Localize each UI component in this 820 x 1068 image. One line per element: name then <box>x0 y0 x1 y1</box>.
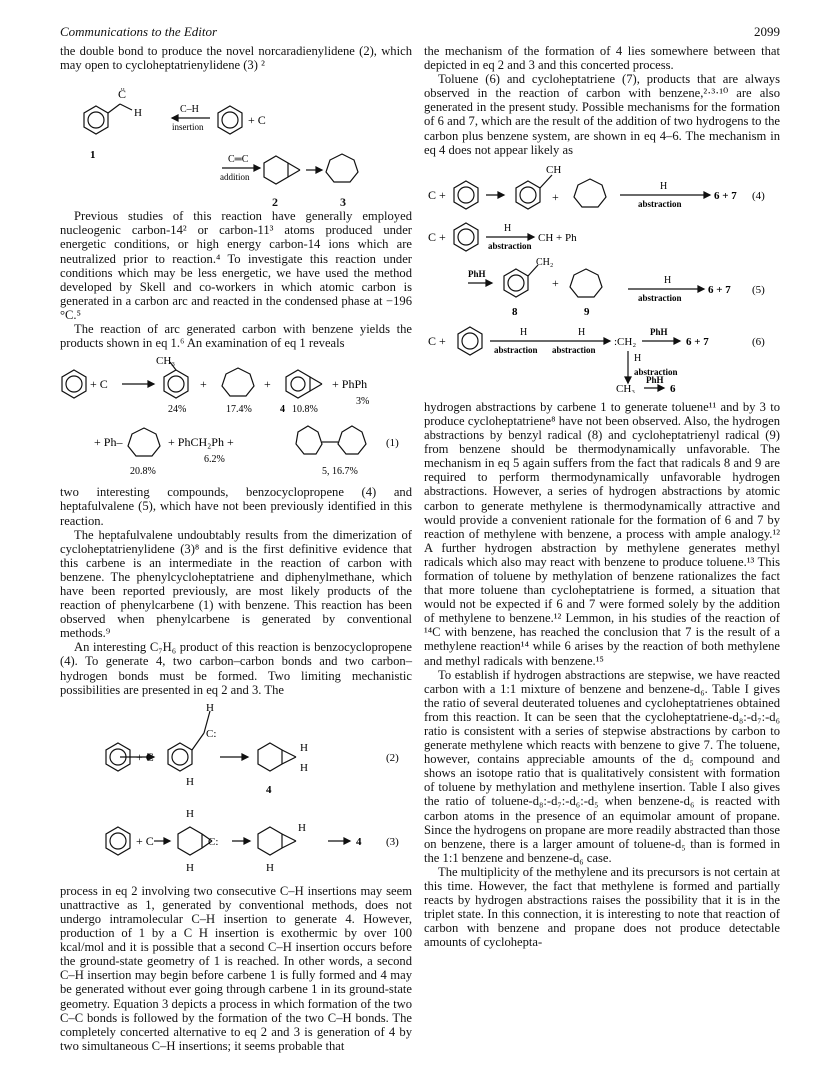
arrow-label: PhH <box>468 268 486 279</box>
equation-number: (5) <box>752 283 765 296</box>
arrow-label: abstraction <box>638 198 682 209</box>
hydrogen-label: H <box>134 107 142 120</box>
plus-sign: + <box>552 189 559 204</box>
compound-number: 9 <box>584 305 590 318</box>
aromatic-circle <box>458 187 474 203</box>
carbene-label: C: <box>206 727 217 740</box>
arrowhead <box>498 192 504 198</box>
equation-number: (3) <box>386 835 399 848</box>
hydrogen-label: H <box>300 741 308 754</box>
reagent-label: + C <box>136 833 154 848</box>
bond <box>192 733 204 750</box>
arrow-label: C–H <box>180 104 199 116</box>
arrow-label: PhH <box>646 374 664 385</box>
yield-label: 17.4% <box>226 404 252 416</box>
bond <box>288 170 300 177</box>
arrow-label: H <box>578 326 586 338</box>
cycloheptatriene-ring <box>222 368 254 396</box>
bicyclic-ring <box>178 827 202 855</box>
bond <box>310 377 322 384</box>
benzocyclopropene-ring <box>286 370 310 398</box>
yield-label: 24% <box>168 404 187 416</box>
reagent-label: + C <box>90 377 108 392</box>
paragraph: The multiplicity of the methylene and its precursors is not certain at this time. However, the fact that methylene is formed and partially reacts by hydrogen abstractions raises the possibility that it is in the triplet state. In this connection, it is interesting to note that reaction of carbon with benzene and propane does not produce detectable amounts of cyclohepta- <box>424 864 780 950</box>
arrowhead <box>148 381 154 387</box>
arrow-label: H <box>504 222 512 234</box>
equation-number: (1) <box>386 437 399 450</box>
arrow-label: insertion <box>172 122 204 133</box>
compound-number: 4 <box>280 404 285 416</box>
carbene-label: C̈ <box>118 87 127 102</box>
yield-label: 5, 16.7% <box>322 466 358 478</box>
aromatic-circle <box>172 749 188 765</box>
paragraph: two interesting compounds, benzocyclopropene (4) and heptafulvalene (5), which have not been previously identified in this reaction. <box>60 485 412 528</box>
cycloheptatriene-ring <box>326 154 358 182</box>
arrowhead <box>674 338 680 344</box>
compound-number: 4 <box>266 783 272 796</box>
bond <box>282 841 296 848</box>
equations-4-6 <box>424 161 780 393</box>
plus-sign: + <box>552 275 559 290</box>
reagent-label: + C <box>248 113 266 128</box>
substituent-label: CH₃ <box>156 355 176 368</box>
arrowhead <box>244 838 250 844</box>
aromatic-circle <box>110 833 126 849</box>
product-label: + PhCH₂Ph + <box>168 435 234 450</box>
aromatic-circle <box>520 187 536 203</box>
product-label: CH + Ph <box>538 231 577 244</box>
arrowhead <box>164 838 170 844</box>
product-label: 6 + 7 <box>686 335 709 348</box>
equation-number: (6) <box>752 335 765 348</box>
compound-number: 8 <box>512 305 518 318</box>
aromatic-circle <box>222 112 238 128</box>
paragraph: the double bond to produce the novel norcaradienylidene (2), which may open to cycloheptatrienylidene (3) ² <box>60 44 412 73</box>
running-header: Communications to the Editor <box>60 24 218 39</box>
heptafulvalene-ring <box>296 426 322 454</box>
product-label: 6 <box>670 382 676 393</box>
paragraph: An interesting C₇H₆ product of this reaction is benzocyclopropene (4). To generate 4, two carbon–carbon bonds and two carbon–hydrogen bonds must be formed. Two limiting mechanistic possibilities are presented in eq 2 and 3. The <box>60 640 412 697</box>
paragraph: To establish if hydrogen abstractions are stepwise, we have reacted carbon with a 1:1 mixture of benzene and benzene-d₆. Table I gives the ratio of several deuterated toluenes and cycloheptatrienes obtained from this reaction. It can be seen that the cycloheptatriene-d₈:-d₇:-d₆ ratio is consistent with a series of stepwise abstractions by carbon to generate methylene which reacts with benzene to give 7. The toluene, however, contains appreciable amounts of the d₅ compound and shows an isotope ratio that is qualitatively consistent with formation of toluene by methylation and methylene insertion. Table I also gives the ratio of toluene-d₈:-d₇:-d₆:-d₅ when benzene-d₆ is reacted with carbon atoms in the presence of an equimolar amount of propane. Since the hydrogens on propane are more readily abstracted than those on benzene, there is a larger amount of toluene-d₅ than is formed in the 1:1 benzene and benzene-d₆ case. <box>424 667 780 865</box>
equation-number: (2) <box>386 751 399 764</box>
arrowhead <box>704 192 710 198</box>
bond <box>540 175 552 188</box>
aromatic-circle <box>168 376 184 392</box>
arrowhead <box>242 754 248 760</box>
paragraph: The heptafulvalene undoubtably results from the dimerization of cycloheptatrienylidene (3)⁸ and is the first definitive evidence that this carbene is an intermediate in the reaction of carbon with benzene. The phenylcycloheptatriene and diphenylmethane, which have been reported previously, are most likely products of the reaction of phenylcarbene (1) with benzene. This reaction has been observed when phenylcarbene is generated by conventional methods.⁹ <box>60 527 412 641</box>
arrowhead <box>658 385 664 391</box>
hydrogen-label: H <box>298 821 306 834</box>
arrowhead <box>486 280 492 286</box>
compound-number: 2 <box>272 195 278 210</box>
equation-1 <box>60 354 412 478</box>
norcaradiene-ring <box>264 156 288 184</box>
reagent-label: + C <box>136 749 154 764</box>
paragraph: The reaction of arc generated carbon with benzene yields the products shown in eq 1.⁶ An examination of eq 1 reveals <box>60 322 412 351</box>
plus-sign: + <box>264 377 271 392</box>
yield-label: 3% <box>356 396 370 408</box>
page-number: 2099 <box>754 24 780 39</box>
carbene-label: C: <box>208 835 219 848</box>
bond <box>282 757 296 764</box>
arrowhead <box>254 165 260 171</box>
plus-sign: + <box>200 377 207 392</box>
aromatic-circle <box>66 376 82 392</box>
aromatic-circle <box>291 377 305 391</box>
aromatic-circle <box>458 229 474 245</box>
cycloheptatrienyl-ring <box>570 269 602 297</box>
methyl-label: CH₃ <box>616 382 636 393</box>
arrow-label: abstraction <box>552 344 596 355</box>
compound-number: 1 <box>90 149 96 162</box>
product-label: 6 + 7 <box>708 283 731 296</box>
scheme-carbene-insertion-addition <box>60 76 412 188</box>
arrow-label: addition <box>220 172 250 183</box>
hydrogen-label: H <box>206 701 214 714</box>
bond <box>288 163 300 170</box>
cycloheptatriene-ring <box>574 179 606 207</box>
arrowhead <box>344 838 350 844</box>
arrowhead <box>528 234 534 240</box>
yield-label: 6.2% <box>204 454 225 466</box>
arrow-label: H <box>634 352 642 364</box>
arrowhead <box>698 286 704 292</box>
bond <box>282 834 296 841</box>
arrow-label: PhH <box>650 326 668 337</box>
arrow-label: abstraction <box>494 344 538 355</box>
equations-2-3 <box>60 701 412 877</box>
arrowhead <box>172 115 178 121</box>
yield-label: 20.8% <box>130 466 156 478</box>
reagent-label: C + <box>428 333 446 348</box>
heptafulvalene-ring <box>338 426 366 454</box>
arrow-label: H <box>660 180 668 192</box>
aromatic-circle <box>88 112 104 128</box>
substituent-label: CH₂ <box>536 256 554 268</box>
hydrogen-label: H <box>186 775 194 788</box>
product-label: + PhPh <box>332 377 368 392</box>
paragraph: Toluene (6) and cycloheptatriene (7), products that are always observed in the reaction of carbon with benzene,²·³·¹⁰ are also generated in the present study. Possible mechanisms for the formation of 6 and 7, which are the result of the addition of two hydrogens to the carbon plus benzene system, are shown in eq 4–6. The mechanism in eq 4 does not appear likely as <box>424 72 780 157</box>
arrow-label: C═C <box>228 154 249 166</box>
aromatic-circle <box>508 275 524 291</box>
bond <box>282 750 296 757</box>
arrowhead <box>604 338 610 344</box>
arrow-label: abstraction <box>634 366 678 377</box>
compound-number: 4 <box>356 835 362 848</box>
equation-number: (4) <box>752 189 765 202</box>
hydrogen-label: H <box>300 761 308 774</box>
arrow-label: H <box>520 326 528 338</box>
radical-label: CH <box>546 163 562 176</box>
paragraph: process in eq 2 involving two consecutive C–H insertions may seem unattractive as 1, generated by conventional methods, does not undergo intramolecular C–H insertion to generate 4. However, production of 1 by a C H insertion is exothermic by over 100 kcal/mol and it is possible that a second C–H insertion occurs before the ground-state geometry of 1 is reached. In other words, a second C–H insertion may begin before carbene 1 is fully formed and 4 may be generated without ever going through carbene 1 in its ground-state geometry. Equation 3 depicts a process in which formation of the two C–C bonds is followed by the formation of the two C–H bonds. The completely concerted alternative to eq 2 and 3 is generation of 4 by two simultaneous C–H insertions; it seems probable that <box>60 883 412 1053</box>
hydrogen-label: H <box>186 861 194 874</box>
hydrogen-label: H <box>266 861 274 874</box>
bond <box>310 384 322 391</box>
paragraph: the mechanism of the formation of 4 lies somewhere between that depicted in eq 2 and 3 and this concerted process. <box>424 44 780 73</box>
product-label: 6 + 7 <box>714 189 737 202</box>
paragraph: Previous studies of this reaction have generally employed nucleogenic carbon-14² or carbon-11³ atoms produced under energetic conditions, or high energy carbon-14 ions which are neutralized prior to reaction.⁴ To investigate this reaction under conditions which may be less energetic, we have used the method developed by Skell and co-workers in which atomic carbon is generated in a carbon arc and reacted in the condensed phase at −196 °C.⁵ <box>60 209 412 322</box>
arrow-label: abstraction <box>488 240 532 251</box>
substituent-label: + Ph– <box>94 435 123 450</box>
benzocyclopropene-ring <box>258 743 282 771</box>
arrow-label: H <box>664 274 672 286</box>
right-column <box>424 44 780 950</box>
arrowhead <box>316 167 322 173</box>
hydrogen-label: H <box>186 807 194 820</box>
methylene-label: :CH₂ <box>614 335 637 348</box>
bicyclic-ring <box>258 827 282 855</box>
reagent-label: C + <box>428 187 446 202</box>
left-column <box>60 44 412 1053</box>
arrow-label: abstraction <box>638 292 682 303</box>
phenylcycloheptatriene-ring <box>128 428 160 456</box>
reagent-label: C + <box>428 229 446 244</box>
compound-numbers-row <box>60 195 412 209</box>
compound-number: 3 <box>340 195 346 210</box>
bond <box>120 104 132 110</box>
bond <box>108 104 120 113</box>
yield-label: 10.8% <box>292 404 318 416</box>
aromatic-circle <box>462 333 478 349</box>
paragraph: hydrogen abstractions by carbene 1 to generate toluene¹¹ and by 3 to produce cycloheptatriene⁸ have not been observed. Also, the hydrogen abstractions by benzyl radical (8) and cycloheptatrienyl radical (9) from benzene should be thermodynamically unfavorable. The mechanism in eq 5 again suffers from the fact that radicals 8 and 9 are required to perform thermodynamically unfavorable hydrogen abstractions. However, a series of hydrogen abstractions by atomic carbon to generate methylene is thermodynamically attractive and would provide a convenient rationale for the formation of 6 and 7 by reaction of methylene with benzene, a process with ample analogy.¹² A further hydrogen abstraction by methylene generates methyl radicals which also may react with benzene to produce toluene.¹³ This formation of toluene by methylation of benzene rationalizes the fact that more toluene than cycloheptatriene is formed, a situation that would not be expected if 6 and 7 were formed solely by the addition of methylene to benzene.¹² Lemmon, in his studies of the reaction of ¹⁴C with benzene, has reached the conclusion that 7 is the result of a methylene reaction¹⁴ while 6 arises by the reaction of both methylene and methyl radicals with benzene.¹⁵ <box>424 399 780 668</box>
